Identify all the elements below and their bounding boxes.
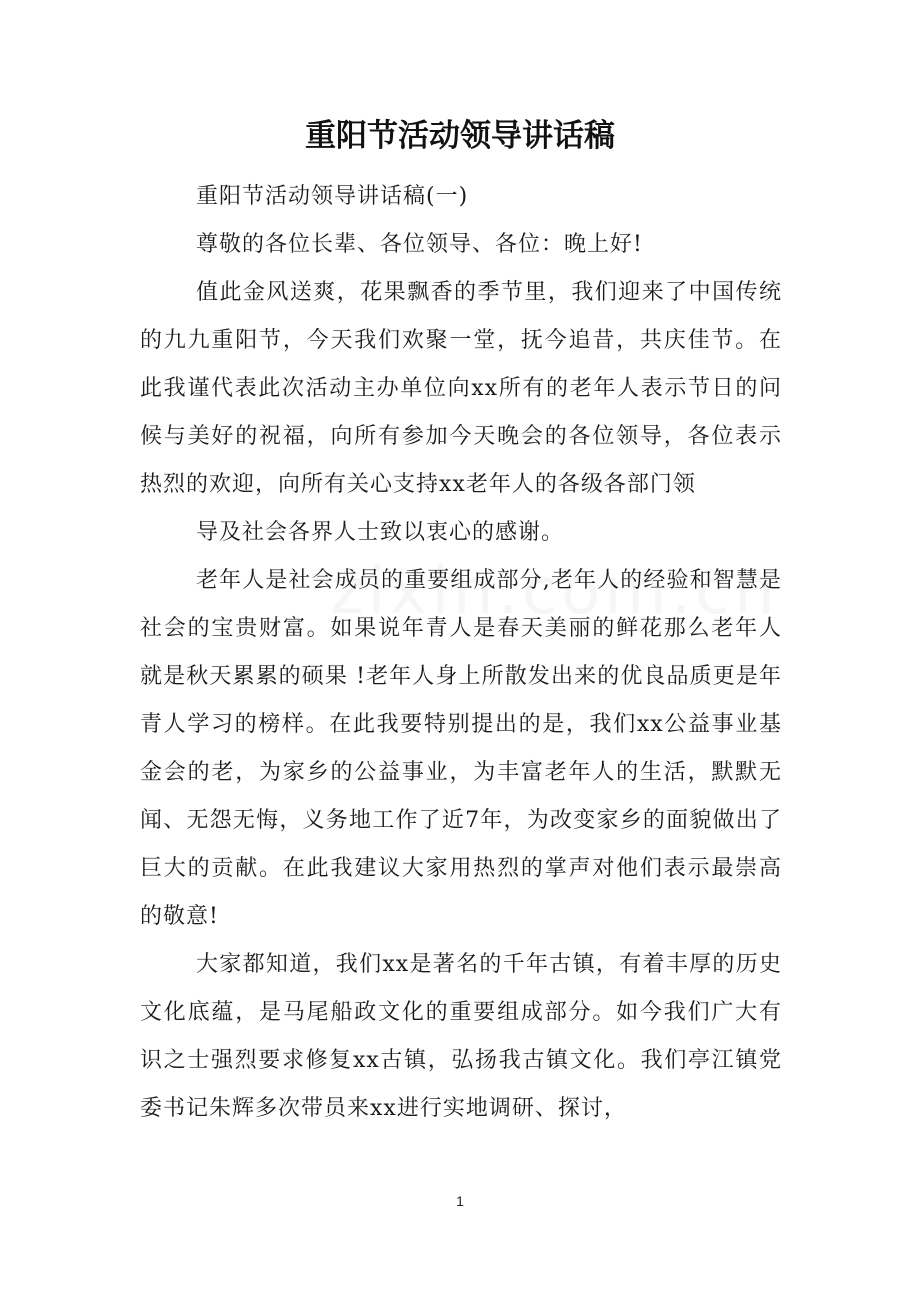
document-subtitle: 重阳节活动领导讲话稿(一) <box>196 184 469 209</box>
document-title: 重阳节活动领导讲话稿 <box>305 118 615 154</box>
salutation: 尊敬的各位长辈、各位领导、各位：晚上好! <box>196 232 643 257</box>
paragraph: 大家都知道，我们xx是著名的千年古镇，有着丰厚的历史文化底蕴，是马尾船政文化的重要组成部分。如今我们广大有识之士强烈要求修复xx古镇，弘扬我古镇文化。我们亭江镇党委书记朱辉多次带员来xx进行实地调研、探讨， <box>140 952 782 1121</box>
page-number: 1 <box>456 1193 464 1209</box>
paragraph: 导及社会各界人士致以衷心的感谢。 <box>196 520 565 545</box>
document-body <box>140 173 782 1133</box>
paragraph: 值此金风送爽，花果飘香的季节里，我们迎来了中国传统的九九重阳节，今天我们欢聚一堂，抚今追昔，共庆佳节。在此我谨代表此次活动主办单位向xx所有的老年人表示节日的问候与美好的祝福，向所有参加今天晚会的各位领导，各位表示热烈的欢迎，向所有关心支持xx老年人的各级各部门领 <box>140 280 782 497</box>
paragraph: 老年人是社会成员的重要组成部分,老年人的经验和智慧是社会的宝贵财富。如果说年青人是春天美丽的鲜花那么老年人就是秋天累累的硕果 !老年人身上所散发出来的优良品质更是年青人学习的榜样。在此我要特别提出的是，我们xx公益事业基金会的老，为家乡的公益事业，为丰富老年人的生活，默默无闻、无怨无悔，义务地工作了近7年，为改变家乡的面貌做出了巨大的贡献。在此我建议大家用热烈的掌声对他们表示最崇高的敬意! <box>140 568 782 929</box>
